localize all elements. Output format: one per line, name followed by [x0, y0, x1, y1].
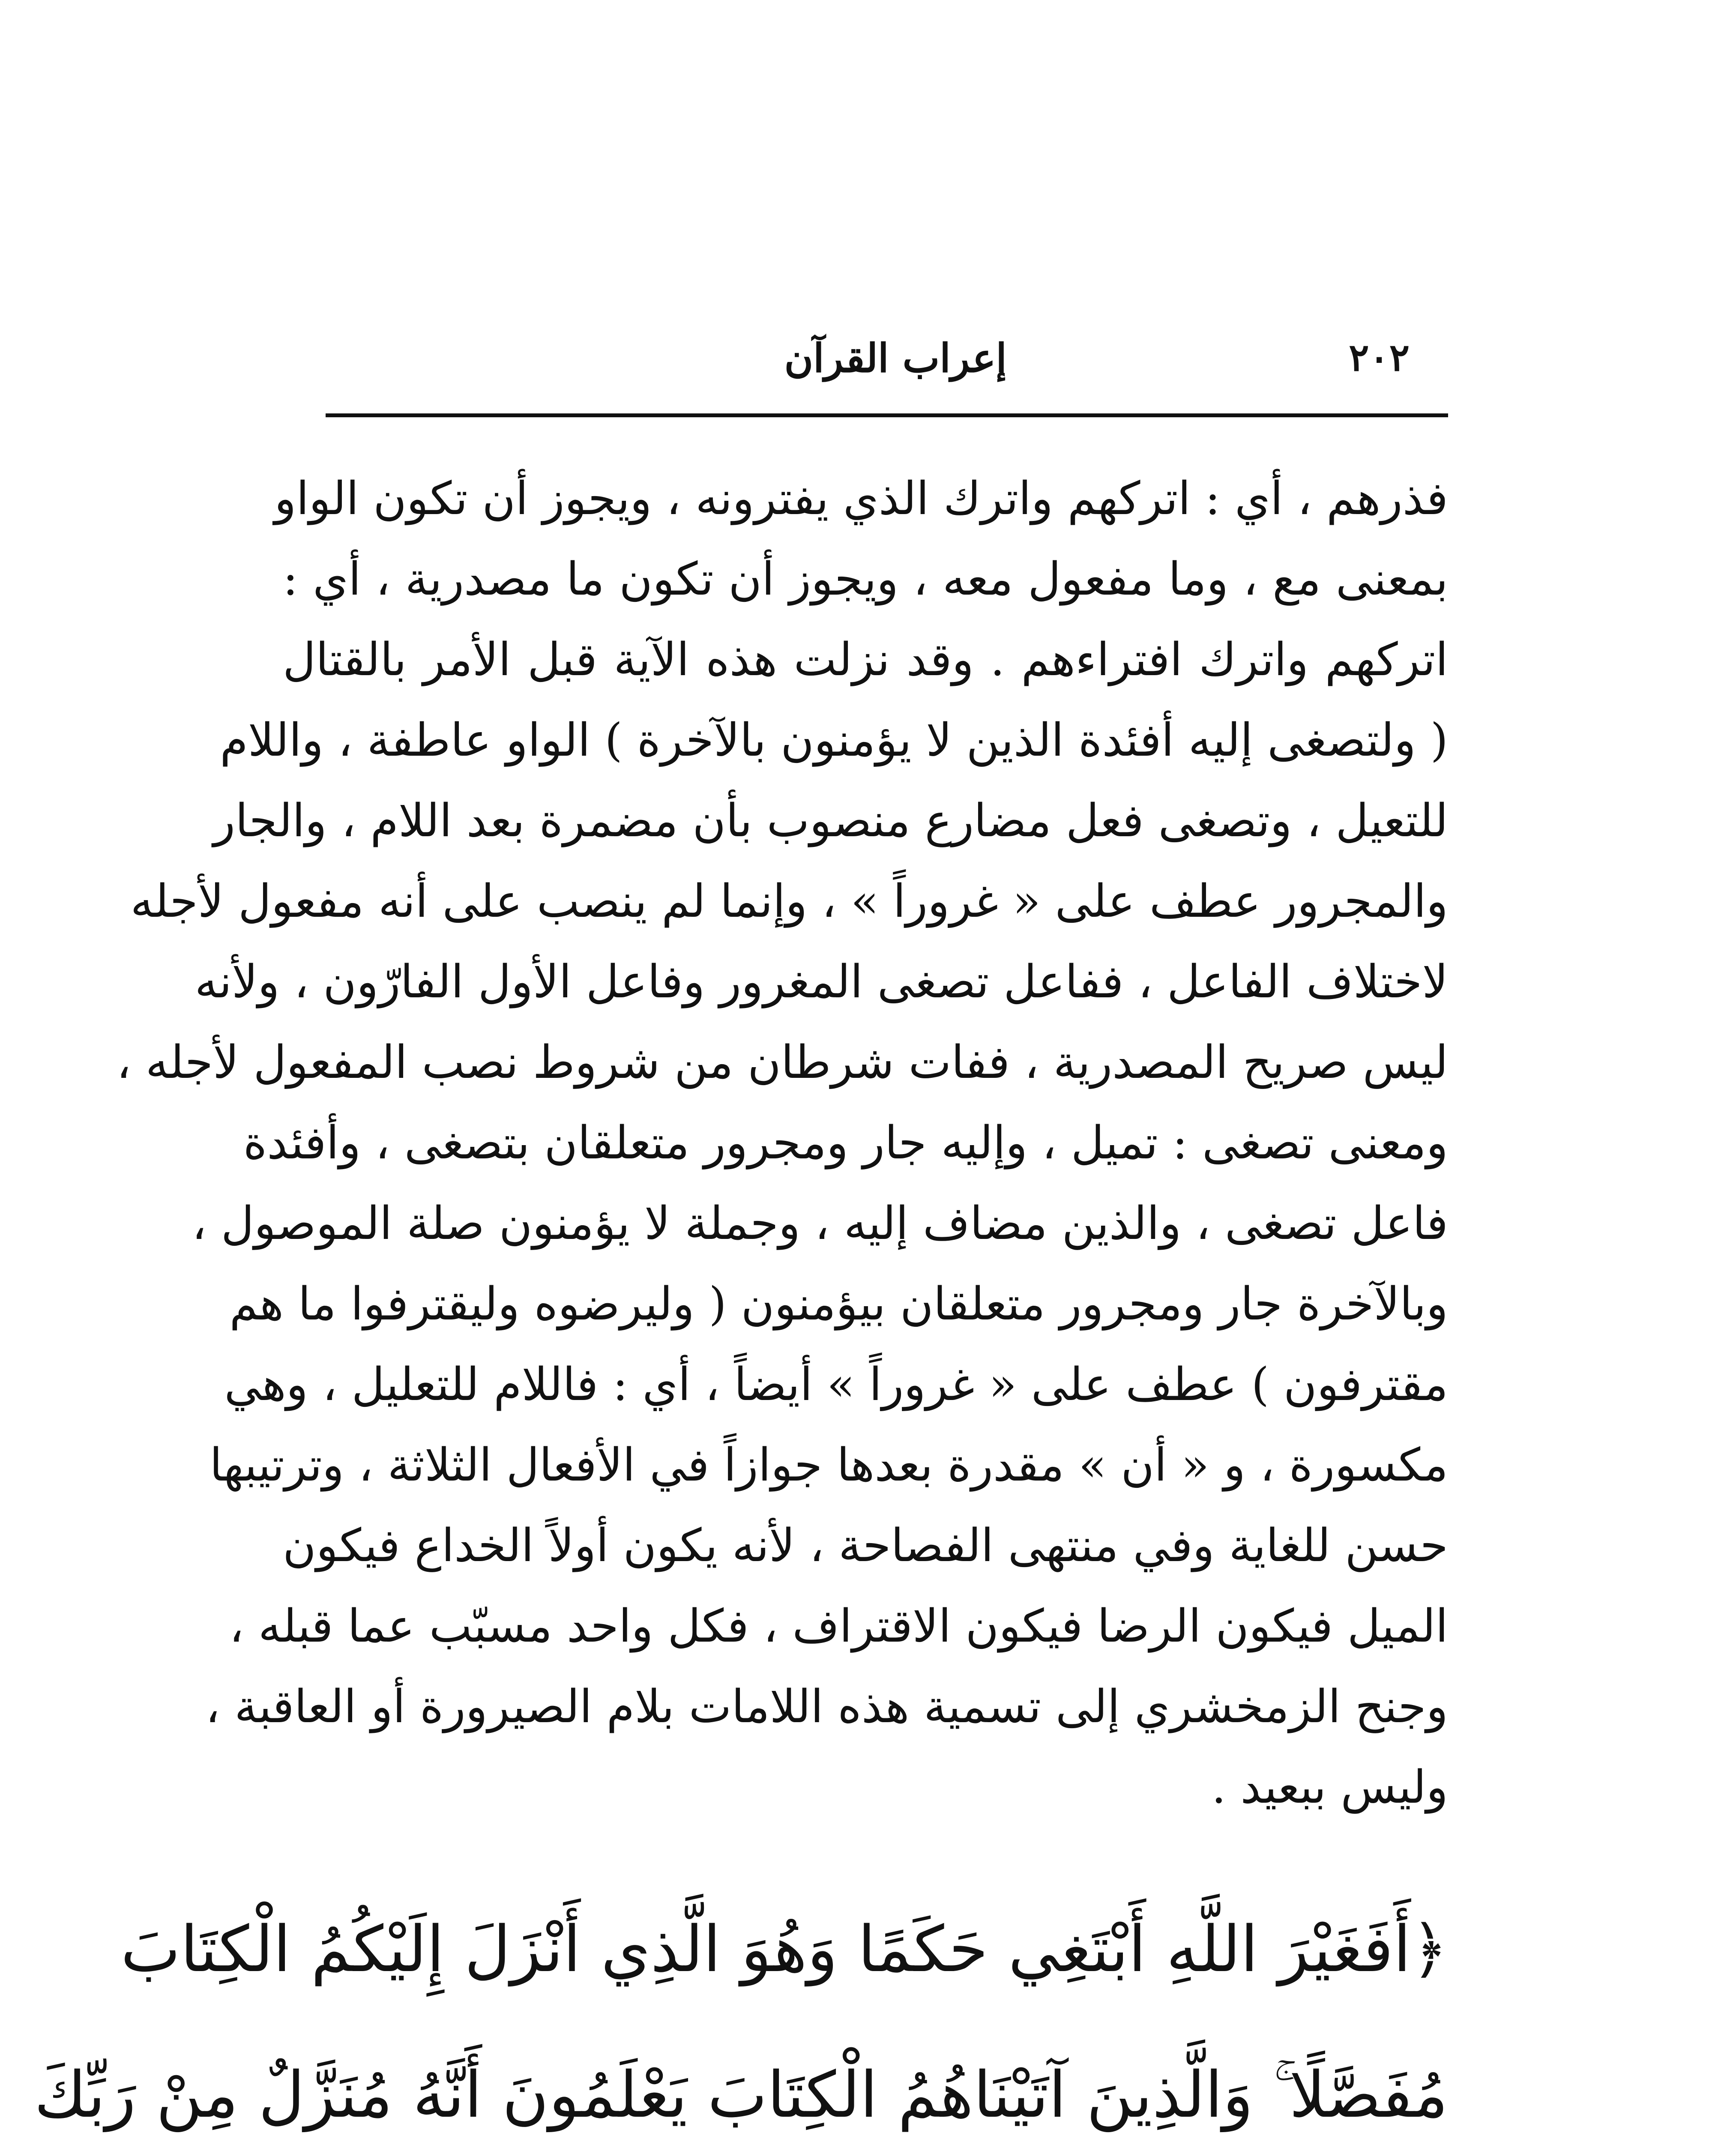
body-line: الميل فيكون الرضا فيكون الاقتراف ، فكل واحد مسبّب عما قبله ،: [229, 1600, 1448, 1652]
body-line: ( ولتصغى إليه أفئدة الذين لا يؤمنون بالآخرة ) الواو عاطفة ، واللام: [220, 714, 1448, 766]
body-line: مقترفون ) عطف على « غروراً » أيضاً ، أي : فاللام للتعليل ، وهي: [224, 1358, 1448, 1411]
body-line: وجنح الزمخشري إلى تسمية هذه اللامات بلام الصيرورة أو العاقبة ،: [205, 1680, 1448, 1733]
body-line: فذرهم ، أي : اتركهم واترك الذي يفترونه ، ويجوز أن تكون الواو: [274, 472, 1448, 525]
body-line: لاختلاف الفاعل ، ففاعل تصغى المغرور وفاعل الأول الفارّون ، ولأنه: [195, 955, 1448, 1008]
body-line: اتركهم واترك افتراءهم . وقد نزلت هذه الآية قبل الأمر بالقتال: [283, 633, 1448, 686]
book-title: إعراب القرآن: [784, 335, 1007, 381]
verse-line: ﴿أَفَغَيْرَ اللَّهِ أَبْتَغِي حَكَمًا وَهُوَ الَّذِي أَنْزَلَ إِلَيْكُمُ الْكِتَابَ: [120, 1912, 1448, 1986]
body-text: [116, 458, 1448, 1828]
body-line: حسن للغاية وفي منتهى الفصاحة ، لأنه يكون أولاً الخداع فيكون: [282, 1519, 1448, 1572]
verse-line: مُفَصَّلًا ۚ وَالَّذِينَ آتَيْنَاهُمُ الْكِتَابَ يَعْلَمُونَ أَنَّهُ مُنَزَّلٌ مِنْ رَبِّكَ: [34, 2058, 1448, 2132]
body-line: ليس صريح المصدرية ، ففات شرطان من شروط نصب المفعول لأجله ،: [116, 1036, 1448, 1089]
page-number: ٢٠٢: [1349, 335, 1410, 380]
body-line: للتعيل ، وتصغى فعل مضارع منصوب بأن مضمرة بعد اللام ، والجار: [213, 794, 1448, 847]
body-line: وبالآخرة جار ومجرور متعلقان بيؤمنون ( وليرضوه وليقترفوا ما هم: [229, 1277, 1448, 1330]
body-line: والمجرور عطف على « غروراً » ، وإنما لم ينصب على أنه مفعول لأجله: [130, 875, 1448, 927]
body-line: فاعل تصغى ، والذين مضاف إليه ، وجملة لا يؤمنون صلة الموصول ،: [192, 1197, 1448, 1250]
quran-verse: [34, 1876, 1448, 2142]
body-line: بمعنى مع ، وما مفعول معه ، ويجوز أن تكون ما مصدرية ، أي :: [283, 553, 1448, 605]
page-header: [326, 330, 1448, 398]
header-rule: [326, 413, 1448, 417]
body-line: وليس ببعيد .: [1212, 1761, 1448, 1813]
body-line: ومعنى تصغى : تميل ، وإليه جار ومجرور متعلقان بتصغى ، وأفئدة: [243, 1116, 1448, 1169]
body-line: مكسورة ، و « أن » مقدرة بعدها جوازاً في الأفعال الثلاثة ، وترتيبها: [210, 1439, 1448, 1491]
